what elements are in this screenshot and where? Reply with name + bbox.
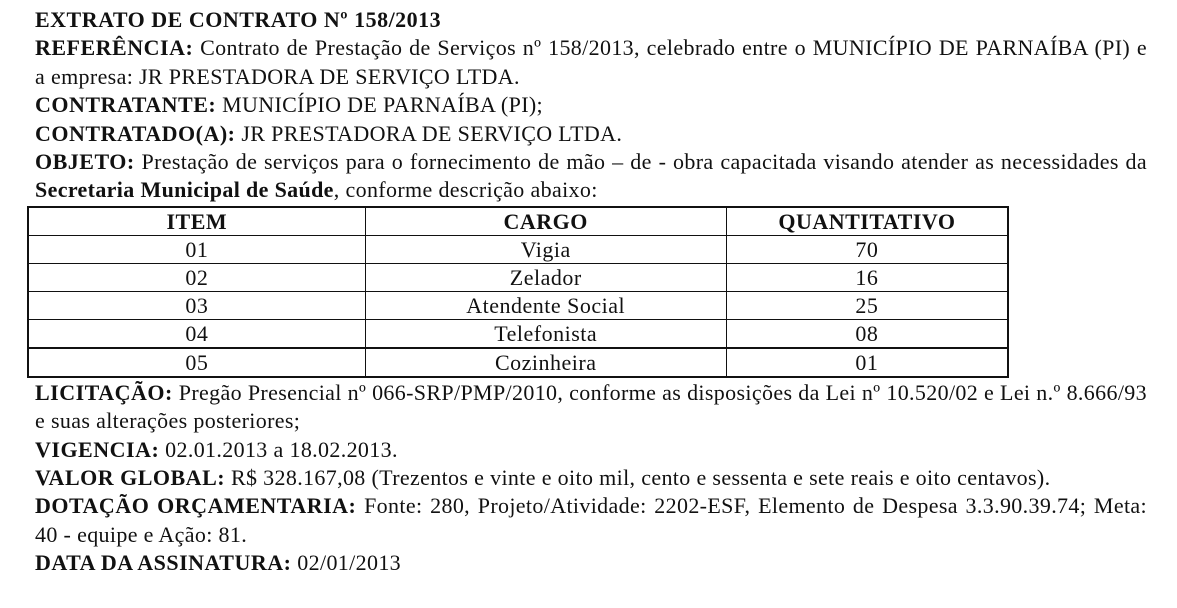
cell-cargo: Zelador xyxy=(365,263,726,291)
objeto-text-bold: Secretaria Municipal de Saúde xyxy=(35,177,334,203)
cell-quantitativo: 16 xyxy=(726,263,1008,291)
dotacao-paragraph xyxy=(35,492,1147,549)
cell-quantitativo: 08 xyxy=(726,319,1008,348)
header-item: ITEM xyxy=(28,207,365,236)
vigencia-paragraph xyxy=(35,436,1147,464)
contract-extract-document xyxy=(35,6,1147,578)
data-assinatura-label: DATA DA ASSINATURA: xyxy=(35,550,292,576)
table-row xyxy=(28,348,1008,377)
positions-table-wrapper xyxy=(27,206,1009,378)
positions-table xyxy=(27,206,1009,378)
table-row xyxy=(28,319,1008,348)
objeto-text-before: Prestação de serviços para o fornecimento de mão – de - obra capacitada visando atender as necessidades da xyxy=(141,149,1148,175)
data-assinatura-paragraph xyxy=(35,549,1147,577)
cell-quantitativo: 70 xyxy=(726,235,1008,263)
objeto-label: OBJETO: xyxy=(35,149,135,175)
dotacao-label: DOTAÇÃO ORÇAMENTARIA: xyxy=(35,493,357,519)
document-title: EXTRATO DE CONTRATO Nº 158/2013 xyxy=(35,7,442,32)
data-assinatura-text: 02/01/2013 xyxy=(297,550,402,576)
licitacao-paragraph xyxy=(35,379,1147,436)
table-header-row xyxy=(28,207,1008,236)
cell-item: 02 xyxy=(28,263,365,291)
licitacao-label: LICITAÇÃO: xyxy=(35,379,173,405)
referencia-text: Contrato de Prestação de Serviços nº 158/2013, celebrado entre o MUNICÍPIO DE PARNAÍBA (PI) e a empresa: JR PRESTADORA DE SERVIÇO LTDA. xyxy=(35,35,1147,89)
referencia-paragraph xyxy=(35,34,1147,91)
contratante-paragraph xyxy=(35,91,1147,119)
table-row xyxy=(28,235,1008,263)
cell-cargo: Vigia xyxy=(365,235,726,263)
cell-cargo: Atendente Social xyxy=(365,291,726,319)
licitacao-text: Pregão Presencial nº 066-SRP/PMP/2010, conforme as disposições da Lei nº 10.520/02 e Lei n.º 8.666/93 e suas alterações posteriores; xyxy=(35,379,1147,434)
referencia-label: REFERÊNCIA: xyxy=(35,35,194,61)
vigencia-label: VIGENCIA: xyxy=(35,436,160,462)
cell-quantitativo: 25 xyxy=(726,291,1008,319)
header-quantitativo: QUANTITATIVO xyxy=(726,207,1008,236)
cell-item: 04 xyxy=(28,319,365,348)
cell-item: 01 xyxy=(28,235,365,263)
contratante-text: MUNICÍPIO DE PARNAÍBA (PI); xyxy=(222,92,544,118)
cell-cargo: Telefonista xyxy=(365,319,726,348)
vigencia-text: 02.01.2013 a 18.02.2013. xyxy=(165,436,398,462)
contratante-label: CONTRATANTE: xyxy=(35,92,217,118)
valor-global-text: R$ 328.167,08 (Trezentos e vinte e oito mil, cento e sessenta e sete reais e oito centavos). xyxy=(230,465,1051,491)
cell-cargo: Cozinheira xyxy=(365,348,726,377)
contratado-paragraph xyxy=(35,120,1147,148)
valor-global-label: VALOR GLOBAL: xyxy=(35,465,226,491)
valor-global-paragraph xyxy=(35,464,1147,492)
cell-item: 05 xyxy=(28,348,365,377)
table-row xyxy=(28,263,1008,291)
contratado-label: CONTRATADO(A): xyxy=(35,120,236,146)
cell-quantitativo: 01 xyxy=(726,348,1008,377)
dotacao-text: Fonte: 280, Projeto/Atividade: 2202-ESF, Elemento de Despesa 3.3.90.39.74; Meta: 40 - equipe e Ação: 81. xyxy=(35,493,1147,547)
header-cargo: CARGO xyxy=(365,207,726,236)
objeto-paragraph xyxy=(35,148,1147,205)
cell-item: 03 xyxy=(28,291,365,319)
table-row xyxy=(28,291,1008,319)
objeto-text-after: , conforme descrição abaixo: xyxy=(333,177,598,203)
contratado-text: JR PRESTADORA DE SERVIÇO LTDA. xyxy=(241,120,623,146)
